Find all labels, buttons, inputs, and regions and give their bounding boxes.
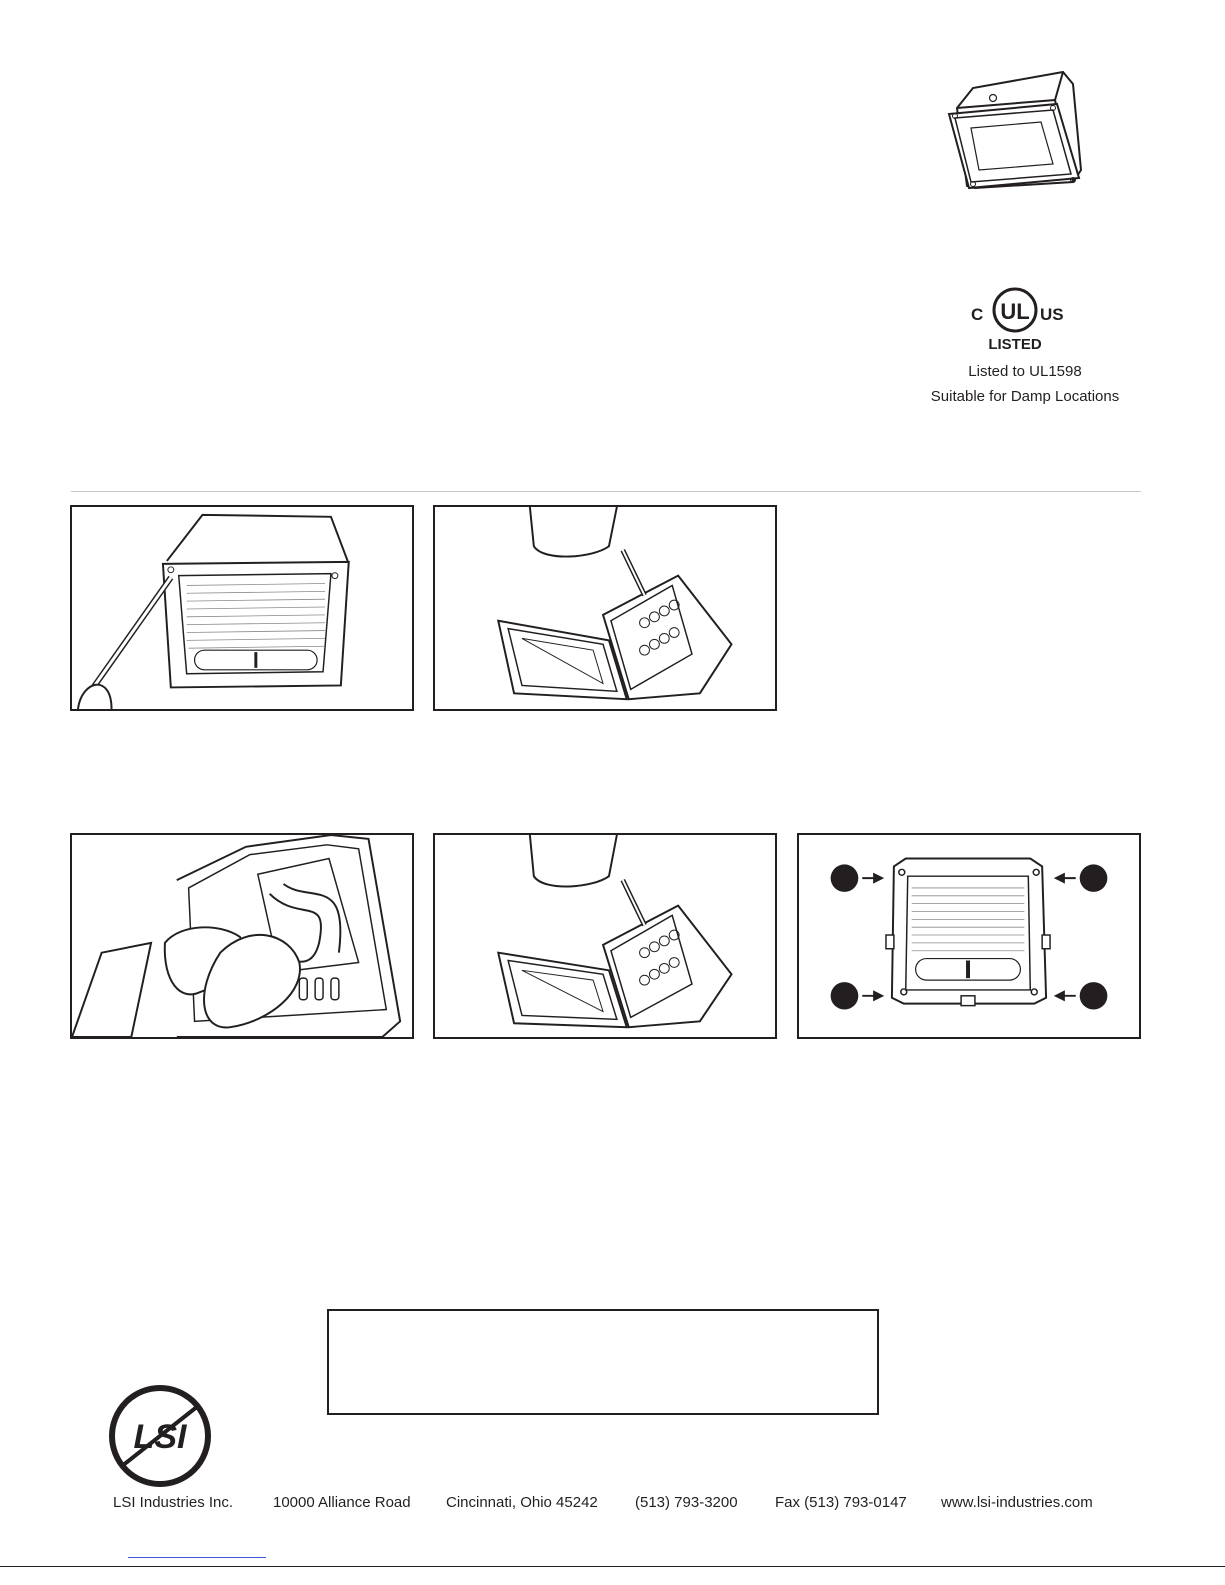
fixture-four-screws-illustration (799, 835, 1139, 1037)
open-door-fixture-illustration (435, 835, 775, 1037)
wall-pack-fixture-icon (945, 70, 1085, 192)
screwdriver-loosen-screw-illustration (72, 507, 412, 709)
ul-us-letters: US (1040, 305, 1063, 324)
link-underline (128, 1557, 266, 1558)
bottom-rule (0, 1566, 1225, 1567)
footer-address: 10000 Alliance Road (273, 1494, 411, 1511)
ul-listed-mark (968, 280, 1063, 352)
fixture-product-image (945, 70, 1085, 192)
ul-c-letter: C (971, 305, 984, 324)
lsi-logo-text: LSI (133, 1418, 187, 1456)
step-panel-1 (70, 505, 414, 711)
step-panel-4 (433, 833, 777, 1039)
ul-listed-word: LISTED (988, 336, 1042, 352)
open-door-fixture-illustration (435, 507, 775, 709)
ul-damp-locations: Suitable for Damp Locations (930, 388, 1120, 405)
section-divider (71, 491, 1141, 492)
step-panel-5 (797, 833, 1141, 1039)
notice-box (327, 1309, 879, 1415)
lsi-logo (108, 1384, 212, 1488)
step-panel-2 (433, 505, 777, 711)
footer-website-link[interactable]: www.lsi-industries.com (941, 1494, 1093, 1511)
ul-letters: UL (1000, 299, 1030, 324)
step-panel-3 (70, 833, 414, 1039)
footer-fax: Fax (513) 793-0147 (775, 1494, 907, 1511)
footer-company: LSI Industries Inc. (113, 1494, 234, 1511)
footer-city: Cincinnati, Ohio 45242 (446, 1494, 598, 1511)
ul-listing-standard: Listed to UL1598 (968, 363, 1082, 380)
wire-connection-illustration (72, 835, 412, 1037)
footer-phone: (513) 793-3200 (635, 1494, 738, 1511)
